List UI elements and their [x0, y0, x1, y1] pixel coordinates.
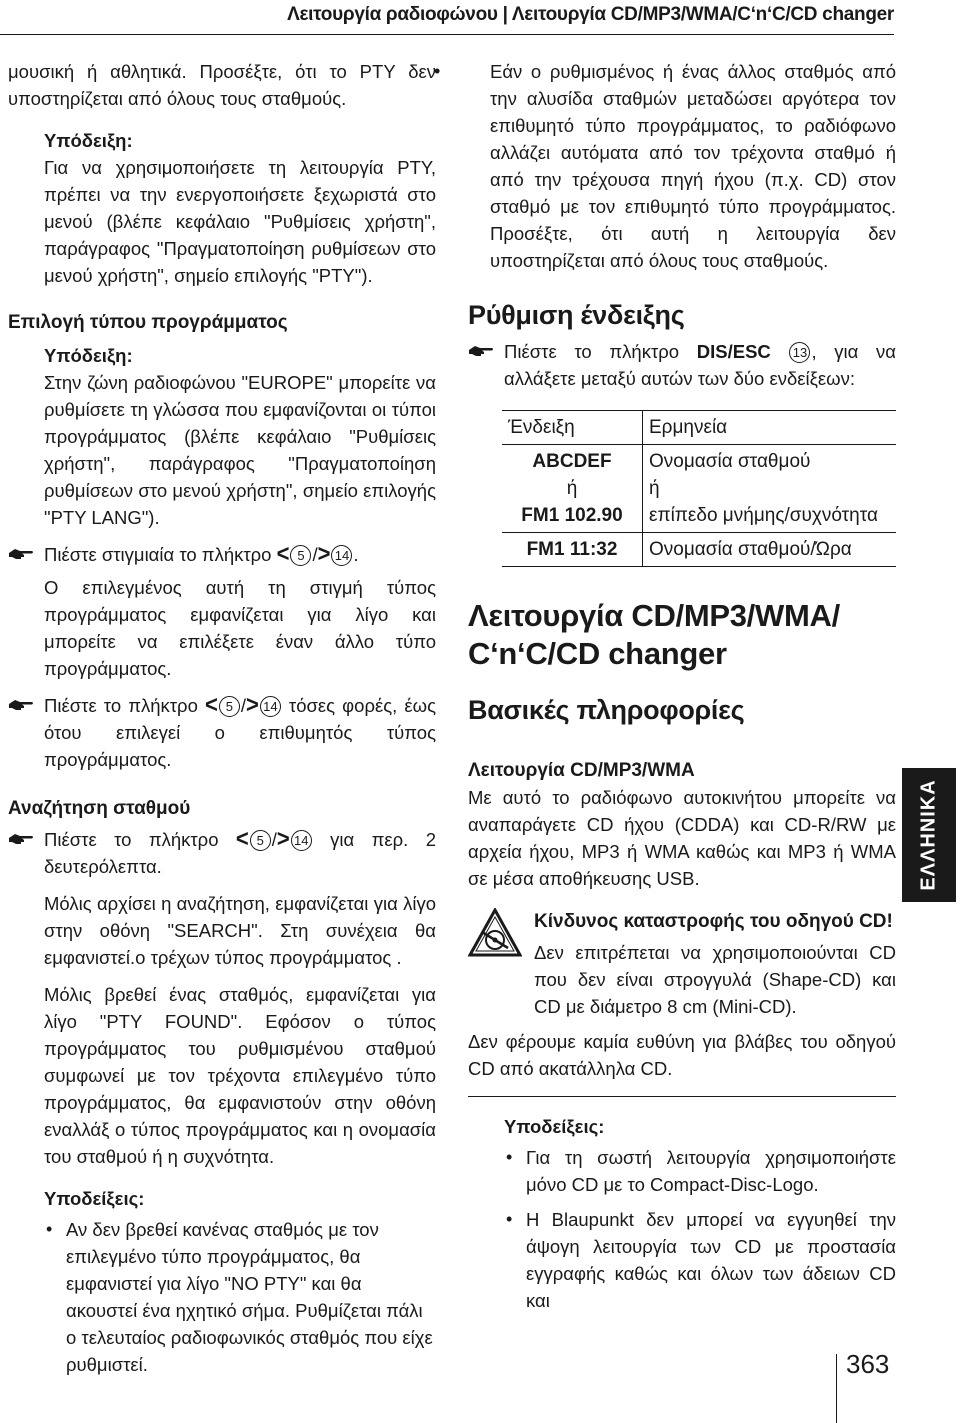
- note-heading: Υπόδειξη:: [44, 130, 133, 151]
- right-arrow-key-icon: >: [317, 539, 331, 568]
- page-number-rule: [836, 1354, 837, 1423]
- language-tab: [902, 768, 956, 902]
- table-cell-line: επίπεδο μνήμης/συχνότητα: [649, 505, 878, 526]
- bullet-item: • Η Blaupunkt δεν μπορεί να εγγυηθεί την άψογη λειτουργία των CD με προστασία εγγραφής καθώς και όλων των άδειων CD και: [504, 1206, 896, 1314]
- body-paragraph: Μόλις αρχίσει η αναζήτηση, εμφανίζεται για λίγο στην οθόνη "SEARCH". Στη συνέχεια θα εμφανιστεί.ο τρέχων τύπος προγράμματος .: [44, 893, 436, 968]
- table-cell-line: FM1 102.90: [521, 505, 623, 526]
- key-number: 5: [219, 696, 240, 717]
- pointing-hand-icon: [468, 343, 494, 359]
- body-paragraph: Δεν φέρουμε καμία ευθύνη για βλάβες του οδηγού CD από ακατάλληλα CD.: [468, 1031, 896, 1079]
- step-text: Πιέστε το πλήκτρο: [44, 829, 219, 850]
- step-instruction: [468, 338, 896, 392]
- step-text: , για να αλλάξετε μεταξύ αυτών των δύο ενδείξεων:: [504, 341, 896, 389]
- danger-text: Δεν επιτρέπεται να χρησιμοποιούνται CD που δεν είναι στρογγυλά (Shape-CD) και CD με διάμετρο 8 cm (Mini-CD).: [534, 942, 896, 1017]
- left-column: [8, 58, 436, 1378]
- key-number: 14: [260, 696, 281, 717]
- note-heading: Υπόδειξη:: [44, 345, 133, 366]
- step-text: για περ. 2 δευτερόλεπτα.: [44, 829, 436, 877]
- table-header-cell: Ένδειξη: [502, 411, 643, 445]
- note-text: Στην ζώνη ραδιοφώνου "EUROPE" μπορείτε να ρυθμίσετε τη γλώσσα που εμφανίζονται οι τύποι προγράμματος (βλέπε κεφάλαιο "Ρυθμίσεις χρήστη", παράγραφος "Πραγματοποίηση ρυθμίσεων στο μενού χρήστη", σημείο επιλογής "PTY LANG").: [44, 372, 436, 528]
- bullet-item: • Για τη σωστή λειτουργία χρησιμοποιήστε μόνο CD με το Compact-Disc-Logo.: [504, 1144, 896, 1198]
- note-text: Για να χρησιμοποιήσετε τη λειτουργία PTY, πρέπει να την ενεργοποιήσετε ξεχωριστά στο μενού (βλέπε κεφάλαιο "Ρυθμίσεις χρήστη", παράγραφος "Πραγματοποίηση ρυθμίσεων στο μενού χρήστη", σημείο επιλογής "PTY").: [44, 157, 436, 286]
- key-label: DIS/ESC: [696, 341, 771, 362]
- right-column: [468, 58, 896, 1314]
- step-instruction: [8, 692, 436, 773]
- page-header: [0, 0, 960, 40]
- section-title-station-search: Αναζήτηση σταθμού: [8, 798, 191, 819]
- step-text: Πιέστε το πλήκτρο: [44, 695, 198, 716]
- step-instruction: [8, 826, 436, 880]
- right-arrow-key-icon: >: [245, 690, 259, 719]
- table-cell-line: ABCDEF: [532, 451, 612, 472]
- chapter-title: [468, 597, 896, 673]
- table-row: [502, 445, 896, 533]
- section-title-basics: Βασικές πληροφορίες: [468, 695, 745, 725]
- key-separator: /: [271, 829, 277, 850]
- pointing-hand-icon: [8, 697, 34, 713]
- cd-warning-icon: [468, 908, 522, 958]
- table-cell-line: ή: [566, 478, 578, 499]
- header-title: Λειτουργία ραδιοφώνου | Λειτουργία CD/MP3/WMA/C‘n‘C/CD changer: [287, 4, 894, 25]
- key-separator: /: [312, 544, 318, 565]
- table-cell: Ονομασία σταθμού/Ώρα: [643, 533, 897, 567]
- danger-warning: [468, 908, 896, 1020]
- danger-heading: Κίνδυνος καταστροφής του οδηγού CD!: [534, 911, 893, 932]
- body-paragraph: Ο επιλεγμένος αυτή τη στιγμή τύπος προγράμματος εμφανίζεται για λίγο και μπορείτε να επιλέξετε έναν άλλο τύπο προγράμματος.: [44, 577, 436, 679]
- table-cell-line: Ονομασία σταθμού: [649, 451, 811, 472]
- step-text: .: [353, 544, 359, 565]
- header-rule: [0, 34, 894, 35]
- key-number: 5: [290, 545, 311, 566]
- left-arrow-key-icon: <: [235, 824, 249, 853]
- step-instruction: [8, 541, 436, 568]
- key-separator: /: [240, 695, 246, 716]
- key-number: 5: [250, 830, 271, 851]
- section-title-display: Ρύθμιση ένδειξης: [468, 300, 685, 330]
- page-number: 363: [846, 1349, 890, 1379]
- section-rule: [468, 1096, 896, 1097]
- key-number: 13: [789, 342, 810, 363]
- intro-paragraph: μουσική ή αθλητικά. Προσέξτε, ότι το PTY δεν υποστηρίζεται από όλους τους σταθμούς.: [8, 61, 436, 109]
- chapter-title-line: C‘n‘C/CD changer: [468, 636, 727, 671]
- step-text: Πιέστε το πλήκτρο: [504, 341, 680, 362]
- chapter-title-line: Λειτουργία CD/MP3/WMA/: [468, 598, 840, 633]
- display-table: [502, 410, 896, 567]
- table-cell: [502, 445, 643, 533]
- section-title-program-type: Επιλογή τύπου προγράμματος: [8, 312, 288, 333]
- pointing-hand-icon: [8, 546, 34, 562]
- table-header-cell: Ερμηνεία: [643, 411, 897, 445]
- notes-heading: Υποδείξεις:: [504, 1116, 605, 1137]
- body-paragraph: Με αυτό το ραδιόφωνο αυτοκινήτου μπορείτε να αναπαράγετε CD ήχου (CDDA) και CD-R/RW με αρχεία ήχου, MP3 ή WMA καθώς και MP3 ή WMA σε μέσα αποθήκευσης USB.: [468, 787, 896, 889]
- key-number: 14: [291, 830, 312, 851]
- language-tab-label: ΕΛΛΗΝΙΚΑ: [917, 779, 940, 891]
- table-row: [502, 533, 896, 567]
- table-cell: [643, 445, 897, 533]
- bullet-wrapper: [8, 1216, 436, 1378]
- step-text: τόσες φορές, έως ότου επιλεγεί ο επιθυμητός τύπος προγράμματος.: [44, 695, 436, 770]
- bullet-item: • Εάν ο ρυθμισμένος ή ένας άλλος σταθμός από την αλυσίδα σταθμών μεταδώσει αργότερα τον επιθυμητό τύπο προγράμματος, το ραδιόφωνο αλλάζει αυτόματα από τον τρέχοντα σταθμό ή από την τρέχουσα πηγή ήχου (π.χ. CD) στον σταθμό με τον επιθυμητό τύπο προγράμματος. Προσέξτε, ότι αυτή η λειτουργία δεν υποστηρίζεται από όλους τους σταθμούς.: [432, 58, 896, 274]
- table-cell-line: ή: [649, 478, 660, 499]
- left-arrow-key-icon: <: [276, 539, 290, 568]
- right-arrow-key-icon: >: [276, 824, 290, 853]
- body-paragraph: Μόλις βρεθεί ένας σταθμός, εμφανίζεται για λίγο "PTY FOUND". Εφόσον ο τύπος προγράμματος του ρυθμισμένου σταθμού συμφωνεί με τον τρέχοντα επιλεγμένο τύπο προγράμματος, θα εμφανιστούν στην οθόνη εναλλάξ ο τύπος προγράμματος και η ονομασία του σταθμού ή η συχνότητα.: [44, 984, 436, 1167]
- left-arrow-key-icon: <: [204, 690, 218, 719]
- table-header-row: [502, 411, 896, 445]
- subsection-title: Λειτουργία CD/MP3/WMA: [468, 760, 695, 781]
- pointing-hand-icon: [8, 831, 34, 847]
- table-cell: FM1 11:32: [502, 533, 643, 567]
- notes-heading: Υποδείξεις:: [44, 1188, 145, 1209]
- step-text: Πιέστε στιγμιαία το πλήκτρο: [44, 544, 272, 565]
- key-number: 14: [331, 545, 352, 566]
- bullet-item: • Αν δεν βρεθεί κανένας σταθμός με τον επιλεγμένο τύπο προγράμματος, θα εμφανιστεί για λίγο "NO PTY" και θα ακουστεί ένα ηχητικό σήμα. Ρυθμίζεται πάλι ο τελευταίος ραδιοφωνικός σταθμός που είχε ρυθμιστεί.: [44, 1216, 436, 1378]
